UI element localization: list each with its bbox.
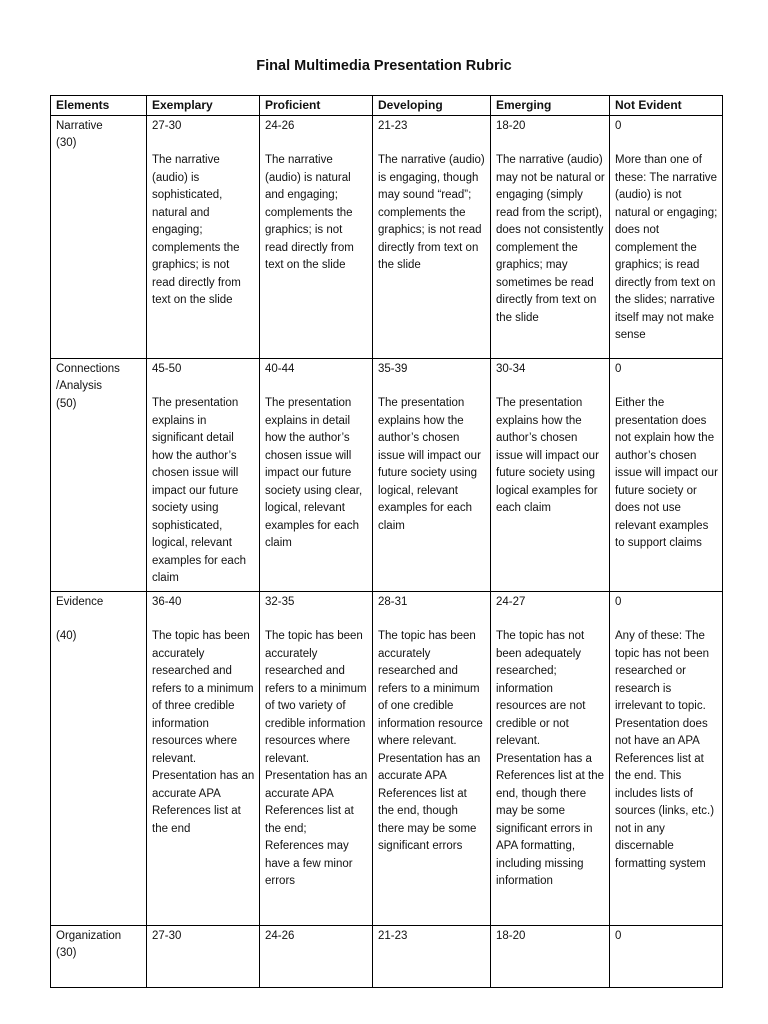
criteria-cell-not-evident xyxy=(610,591,723,925)
criteria-cell-exemplary xyxy=(147,925,260,987)
header-row xyxy=(51,96,723,116)
score-range: 27-30 xyxy=(152,929,182,942)
col-header-exemplary: Exemplary xyxy=(147,96,260,116)
table-row xyxy=(51,115,723,358)
criteria-cell-proficient xyxy=(260,358,373,591)
element-points: (30) xyxy=(56,137,77,149)
score-range: 32-35 xyxy=(265,595,295,608)
score-range: 24-26 xyxy=(265,119,295,132)
criteria-cell-proficient xyxy=(260,115,373,358)
score-range: 18-20 xyxy=(496,929,526,942)
score-range: 18-20 xyxy=(496,119,526,132)
element-points: (50) xyxy=(56,397,77,410)
criteria-cell-proficient xyxy=(260,591,373,925)
score-range: 24-27 xyxy=(496,595,526,608)
criteria-description: The topic has been accurately researched and refers to a minimum of three credible information resources where relevant. Presentation has an accurate APA References list at the end xyxy=(152,630,255,835)
criteria-cell-not-evident xyxy=(610,925,723,987)
element-points: (30) xyxy=(56,947,77,959)
score-range: 0 xyxy=(615,119,622,132)
criteria-description: The presentation explains how the author’s chosen issue will impact our future society using logical, relevant examples for each claim xyxy=(378,397,481,532)
criteria-cell-not-evident xyxy=(610,115,723,358)
score-range: 35-39 xyxy=(378,362,408,375)
element-cell xyxy=(51,115,147,358)
criteria-description: More than one of these: The narrative (audio) is not natural or engaging; does not complement the graphics; is read directly from text on the slides; narrative itself may not make sense xyxy=(615,154,718,341)
criteria-description: The presentation explains how the author’s chosen issue will impact our future society using logical examples for each claim xyxy=(496,397,599,514)
table-row xyxy=(51,925,723,987)
criteria-description: The topic has been accurately researched and refers to a minimum of two variety of credible information resources where relevant. Presentation has an accurate APA References list at the end; References may have a few minor errors xyxy=(265,630,368,887)
criteria-cell-developing xyxy=(373,358,491,591)
criteria-description: Any of these: The topic has not been researched or research is irrelevant to topic. Presentation does not have an APA References list at the end. This includes lists of sources (links, etc.) not in any discernable formatting system xyxy=(615,630,715,870)
col-header-elements: Elements xyxy=(51,96,147,116)
table-row xyxy=(51,358,723,591)
element-name: Narrative xyxy=(56,119,103,132)
criteria-cell-exemplary xyxy=(147,591,260,925)
table-row xyxy=(51,591,723,925)
criteria-description: The narrative (audio) is engaging, though may sound “read”; complements the graphics; is not read directly from text on the slide xyxy=(378,154,485,271)
rubric-body xyxy=(51,115,723,987)
col-header-proficient: Proficient xyxy=(260,96,373,116)
score-range: 0 xyxy=(615,595,622,608)
element-cell xyxy=(51,591,147,925)
criteria-description: Either the presentation does not explain how the author’s chosen issue will impact our future society or does not use relevant examples to support claims xyxy=(615,397,718,549)
element-name: Organization xyxy=(56,929,122,942)
score-range: 24-26 xyxy=(265,929,295,942)
element-points: (40) xyxy=(56,630,77,642)
score-range: 0 xyxy=(615,929,622,942)
criteria-description: The narrative (audio) is natural and engaging; complements the graphics; is not read directly from text on the slide xyxy=(265,154,354,271)
criteria-cell-emerging xyxy=(491,115,610,358)
criteria-cell-developing xyxy=(373,925,491,987)
criteria-description: The narrative (audio) may not be natural or engaging (simply read from the script), does not consistently complement the graphics; may sometimes be read directly from text on the slide xyxy=(496,154,605,324)
criteria-cell-emerging xyxy=(491,591,610,925)
score-range: 40-44 xyxy=(265,362,295,375)
criteria-description: The topic has not been adequately researched; information resources are not credible or not relevant. Presentation has a References list at the end, though there may be some significant errors in APA formatting, including missing information xyxy=(496,630,605,887)
criteria-cell-proficient xyxy=(260,925,373,987)
element-cell xyxy=(51,358,147,591)
col-header-emerging: Emerging xyxy=(491,96,610,116)
criteria-cell-developing xyxy=(373,591,491,925)
element-cell xyxy=(51,925,147,987)
rubric-table xyxy=(50,95,723,988)
score-range: 0 xyxy=(615,362,622,375)
col-header-not-evident: Not Evident xyxy=(610,96,723,116)
criteria-description: The topic has been accurately researched and refers to a minimum of one credible information resource where relevant. Presentation has an accurate APA References list at the end, though there may be some significant errors xyxy=(378,630,483,852)
page-title: Final Multimedia Presentation Rubric xyxy=(256,58,512,74)
criteria-cell-emerging xyxy=(491,925,610,987)
criteria-cell-exemplary xyxy=(147,115,260,358)
criteria-cell-exemplary xyxy=(147,358,260,591)
element-name: Connections /Analysis xyxy=(56,362,120,392)
score-range: 28-31 xyxy=(378,595,408,608)
score-range: 21-23 xyxy=(378,929,408,942)
criteria-cell-developing xyxy=(373,115,491,358)
criteria-description: The presentation explains in significant detail how the author’s chosen issue will impact our future society using sophisticated, logical, relevant examples for each claim xyxy=(152,397,246,584)
score-range: 27-30 xyxy=(152,119,182,132)
criteria-description: The presentation explains in detail how the author’s chosen issue will impact our future society using clear, logical, relevant examples for each claim xyxy=(265,397,363,549)
col-header-developing: Developing xyxy=(373,96,491,116)
score-range: 45-50 xyxy=(152,362,182,375)
score-range: 30-34 xyxy=(496,362,526,375)
criteria-cell-not-evident xyxy=(610,358,723,591)
score-range: 21-23 xyxy=(378,119,408,132)
criteria-cell-emerging xyxy=(491,358,610,591)
score-range: 36-40 xyxy=(152,595,182,608)
element-name: Evidence xyxy=(56,595,104,608)
criteria-description: The narrative (audio) is sophisticated, natural and engaging; complements the graphics; is not read directly from text on the slide xyxy=(152,154,241,306)
